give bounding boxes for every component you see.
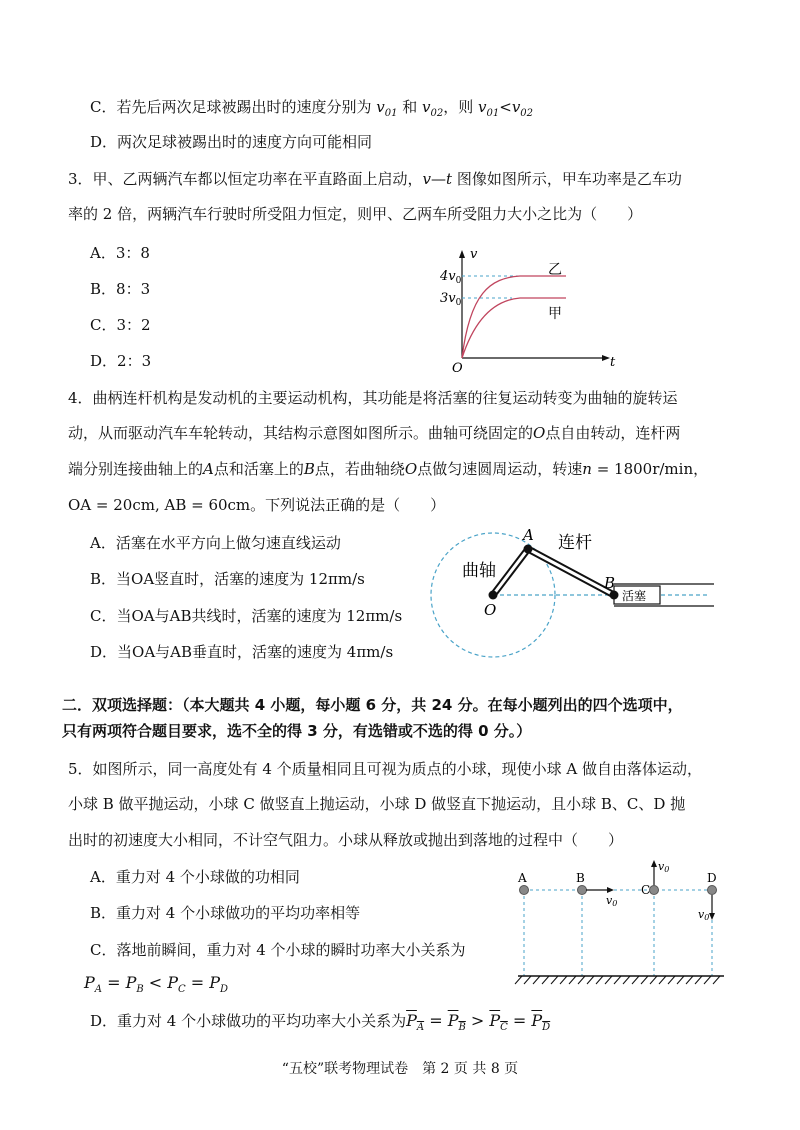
q5-stem-line2: 小球 B 做平抛运动，小球 C 做竖直上抛运动，小球 D 做竖直下抛运动，且小球 B、C、D 抛 [68, 795, 686, 813]
q3-3v0-label: $3v_0$ [440, 291, 462, 308]
ground-hatch [569, 976, 576, 984]
ground-hatch [659, 976, 666, 984]
q4-stem-line4: OA = 20cm, AB = 60cm。下列说法正确的是（ ） [68, 496, 446, 514]
q4-stem-line2: 动，从而驱动汽车车轮转动，其结构示意图如图所示。曲轴可绕固定的O点自由转动，连杆两 [68, 424, 681, 442]
ground-hatch [587, 976, 594, 984]
q4-o-label: O [484, 601, 497, 619]
q3-stem-line1: 3．甲、乙两辆汽车都以恒定功率在平直路面上启动，v—t 图像如图所示，甲车功率是乙车功 [68, 170, 682, 188]
ground-hatch [713, 976, 720, 984]
q5-label-a: A [518, 871, 527, 885]
q5-option-c-formula: $P_A = P_B < P_C = P_D$ [84, 973, 229, 996]
q5-option-c[interactable]: C．落地前瞬间，重力对 4 个小球的瞬时功率大小关系为 [90, 941, 466, 959]
ground-hatch [695, 976, 702, 984]
q3-t-label: t [610, 355, 616, 370]
q5-label-c: C [641, 883, 651, 897]
q5-option-b[interactable]: B．重力对 4 个小球做功的平均功率相等 [90, 904, 361, 922]
q4-point-o [489, 591, 498, 600]
q3-option-a[interactable]: A．3：8 [90, 244, 150, 262]
ground-hatch [614, 976, 621, 984]
ground-hatch [524, 976, 531, 984]
ground-hatch [515, 976, 522, 984]
q4-option-a[interactable]: A．活塞在水平方向上做匀速直线运动 [90, 534, 341, 552]
ground-hatch [668, 976, 675, 984]
q4-crank-label: 曲轴 [462, 561, 496, 581]
ground-hatch [677, 976, 684, 984]
q2-option-c[interactable]: C．若先后两次足球被踢出时的速度分别为 $v_{01}$ 和 $v_{02}$，则 $v_{01}<v_{02}$ [90, 98, 534, 119]
ground-hatch [578, 976, 585, 984]
ground-hatch [605, 976, 612, 984]
q3-option-d[interactable]: D．2：3 [90, 352, 152, 370]
q5-stem-line3: 出时的初速度大小相同，不计空气阻力。小球从释放或抛出到落地的过程中（ ） [68, 831, 624, 849]
q5-option-d-formula: $P_A = P_B > P_C = P_D$ [406, 1011, 551, 1034]
q5-v0-b: v0 [606, 894, 618, 908]
q3-t-axis-arrow [602, 355, 610, 361]
ground-hatch [686, 976, 693, 984]
page-footer: “五校”联考物理试卷 第 2 页 共 8 页 [281, 1061, 519, 1077]
q3-jia-label: 甲 [548, 306, 562, 322]
q3-stem-line2: 率的 2 倍，两辆汽车行驶时所受阻力恒定，则甲、乙两车所受阻力大小之比为（ ） [68, 205, 643, 223]
q4-piston-label: 活塞 [622, 589, 647, 603]
q5-ball-b [578, 886, 587, 895]
q4-option-b[interactable]: B．当OA竖直时，活塞的速度为 12πm/s [90, 570, 365, 588]
q4-rod-label: 连杆 [558, 533, 592, 553]
q5-option-d[interactable]: D．重力对 4 个小球做功的平均功率大小关系为$P_A = P_B > P_C = P_D$ [90, 1011, 551, 1034]
q3-v-axis-arrow [459, 250, 465, 258]
ground-hatch [533, 976, 540, 984]
q5-option-a[interactable]: A．重力对 4 个小球做的功相同 [90, 868, 300, 886]
q5-ball-d [708, 886, 717, 895]
ground-hatch [641, 976, 648, 984]
q4-option-c[interactable]: C．当OA与AB共线时，活塞的速度为 12πm/s [90, 607, 403, 625]
q5-v0-c: v0 [658, 860, 670, 874]
q3-vt-graph [430, 248, 620, 373]
ground-hatch [542, 976, 549, 984]
q3-option-b[interactable]: B．8：3 [90, 280, 151, 298]
ground-hatch [551, 976, 558, 984]
section2-heading-line2: 只有两项符合题目要求，选不全的得 3 分，有选错或不选的得 0 分。） [62, 722, 532, 740]
ground-hatch [704, 976, 711, 984]
q5-stem-line1: 5．如图所示，同一高度处有 4 个质量相同且可视为质点的小球，现使小球 A 做自由落体运动， [68, 760, 702, 778]
q5-ball-a [520, 886, 529, 895]
ground-hatch [632, 976, 639, 984]
ground-hatch [623, 976, 630, 984]
q3-4v0-label: $4v_0$ [440, 269, 462, 286]
q3-option-c[interactable]: C．3：2 [90, 316, 151, 334]
q5-balls-diagram [510, 856, 740, 986]
q5-label-d: D [707, 871, 717, 885]
q4-a-label: A [523, 526, 534, 544]
q3-v-label: v [470, 248, 478, 262]
q5-ball-c [650, 886, 659, 895]
q3-origin-label: O [452, 361, 463, 373]
q4-b-label: B [604, 574, 616, 592]
q4-stem-line1: 4．曲柄连杆机构是发动机的主要运动机构，其功能是将活塞的往复运动转变为曲轴的旋转运 [68, 389, 678, 407]
section2-heading-line1: 二．双项选择题：（本大题共 4 小题，每小题 6 分，共 24 分。在每小题列出的四个选项中， [62, 696, 683, 714]
ground-hatch [650, 976, 657, 984]
q4-point-a [524, 545, 533, 554]
q4-crank-diagram [428, 518, 728, 660]
ground-hatch [596, 976, 603, 984]
q2-option-d[interactable]: D．两次足球被踢出时的速度方向可能相同 [90, 133, 373, 151]
q3-yi-label: 乙 [548, 262, 562, 278]
q5-v0-d: v0 [698, 908, 710, 922]
ground-hatch [560, 976, 567, 984]
q4-option-d[interactable]: D．当OA与AB垂直时，活塞的速度为 4πm/s [90, 643, 394, 661]
q4-stem-line3: 端分别连接曲轴上的A点和活塞上的B点，若曲轴绕O点做匀速圆周运动，转速n = 1800r/min， [68, 460, 709, 478]
q5-label-b: B [576, 871, 585, 885]
